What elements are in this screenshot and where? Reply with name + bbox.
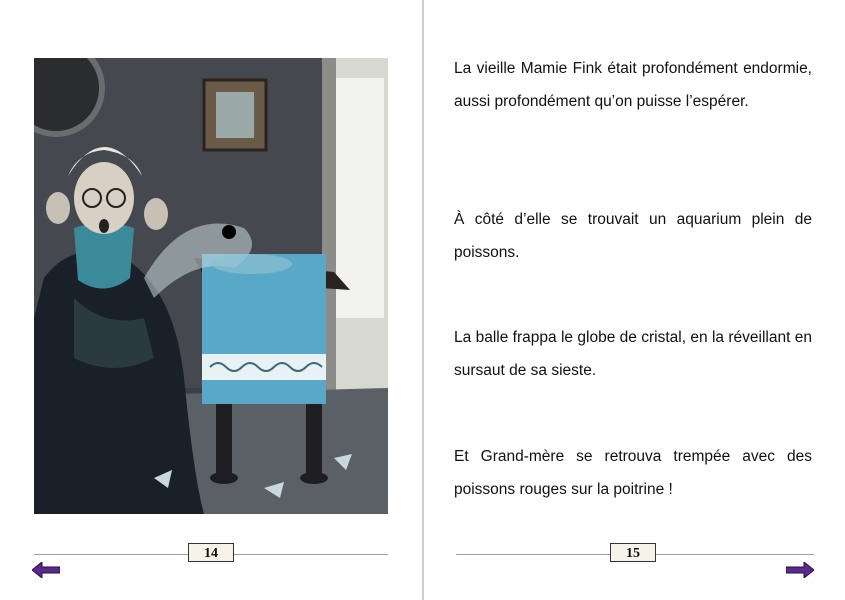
- arrow-left-icon: [32, 562, 60, 578]
- arrow-right-icon: [786, 562, 814, 578]
- illustration-art: [34, 58, 388, 514]
- story-paragraph: La vieille Mamie Fink était profondément endormie, aussi profondément qu’on puisse l’espérer.: [454, 60, 812, 110]
- story-illustration: [34, 58, 388, 514]
- story-paragraph: À côté d’elle se trouvait un aquarium plein de poissons.: [454, 211, 812, 261]
- prev-page-arrow[interactable]: [32, 562, 60, 578]
- right-page: [424, 0, 845, 600]
- page-number-left: 14: [188, 543, 234, 562]
- page-number-right: 15: [610, 543, 656, 562]
- next-page-arrow[interactable]: [786, 562, 814, 578]
- story-paragraph: Et Grand-mère se retrouva trempée avec des poissons rouges sur la poitrine !: [454, 448, 812, 498]
- left-page: [0, 0, 422, 600]
- story-paragraph: La balle frappa le globe de cristal, en la réveillant en sursaut de sa sieste.: [454, 329, 812, 379]
